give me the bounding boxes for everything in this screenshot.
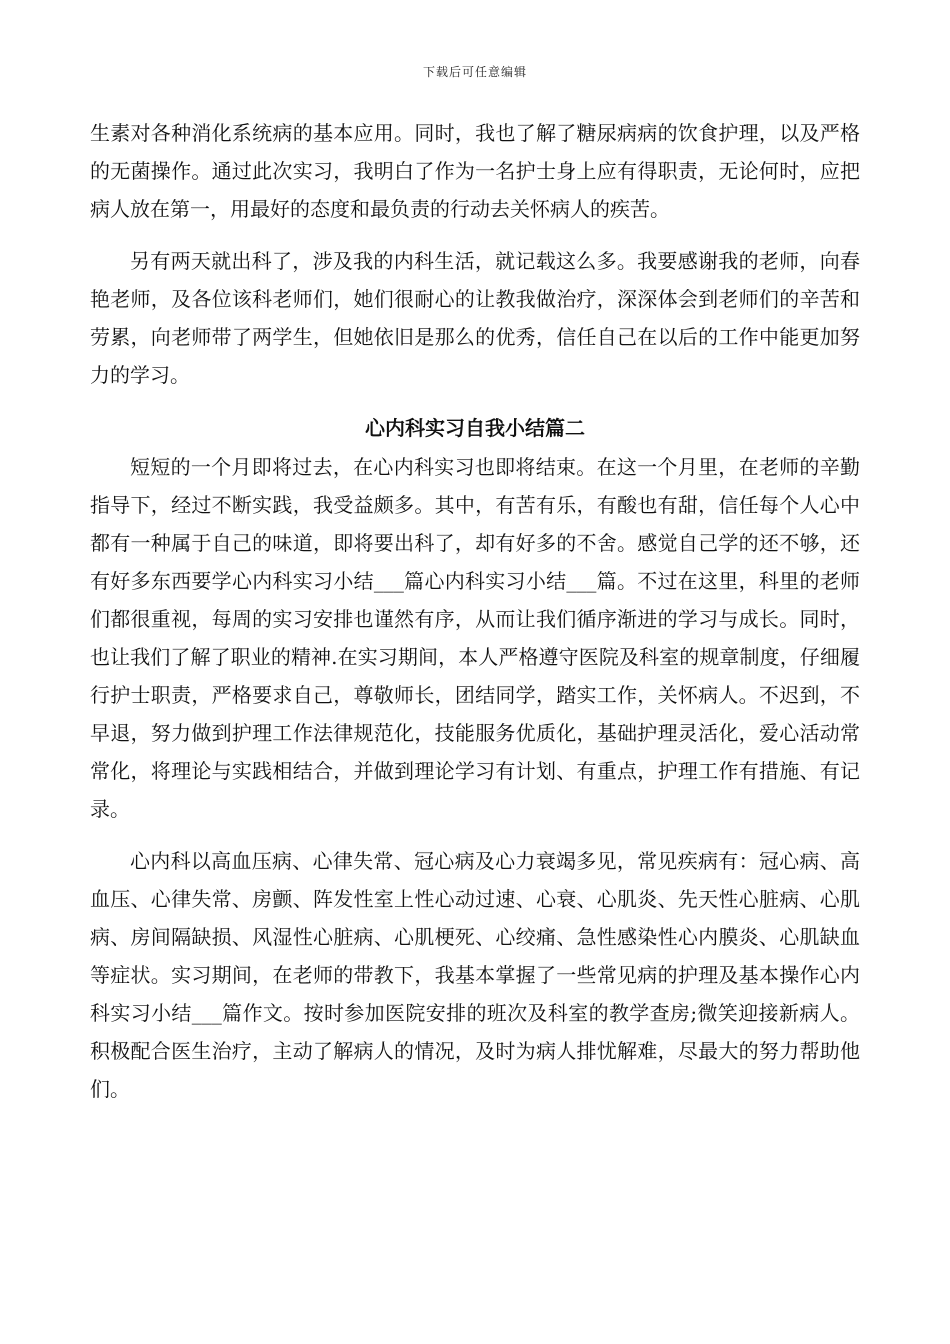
document-body bbox=[90, 114, 860, 1108]
paragraph-thanks: 另有两天就出科了，涉及我的内科生活，就记载这么多。我要感谢我的老师，向春艳老师，及各位该科老师们，她们很耐心的让教我做治疗，深深体会到老师们的辛苦和劳累，向老师带了两学生，但她依旧是那么的优秀，信任自己在以后的工作中能更加努力的学习。 bbox=[90, 249, 860, 387]
paragraph-diseases: 心内科以高血压病、心律失常、冠心病及心力衰竭多见，常见疾病有：冠心病、高血压、心律失常、房颤、阵发性室上性心动过速、心衰、心肌炎、先天性心脏病、心肌病、房间隔缺损、风湿性心脏病、心肌梗死、心绞痛、急性感染性心内膜炎、心肌缺血等症状。实习期间，在老师的带教下，我基本掌握了一些常见病的护理及基本操作心内科实习小结___篇作文。按时参加医院安排的班次及科室的教学查房;微笑迎接新病人。积极配合医生治疗，主动了解病人的情况，及时为病人排忧解难，尽最大的努力帮助他们。 bbox=[90, 849, 860, 1101]
paragraph-intro: 短短的一个月即将过去，在心内科实习也即将结束。在这一个月里，在老师的辛勤指导下，经过不断实践，我受益颇多。其中，有苦有乐，有酸也有甜，信任每个人心中都有一种属于自己的味道，即将要出科了，却有好多的不舍。感觉自己学的还不够，还有好多东西要学心内科实习小结___篇心内科实习小结___篇。不过在这里，科里的老师们都很重视，每周的实习安排也谨然有序，从而让我们循序渐进的学习与成长。同时，也让我们了解了职业的精神.在实习期间，本人严格遵守医院及科室的规章制度，仔细履行护士职责，严格要求自己，尊敬师长，团结同学，踏实工作，关怀病人。不迟到，不早退，努力做到护理工作法律规范化，技能服务优质化，基础护理灵活化，爱心活动常常化，将理论与实践相结合，并做到理论学习有计划、有重点，护理工作有措施、有记录。 bbox=[90, 455, 860, 821]
section-heading: 心内科实习自我小结篇二 bbox=[365, 416, 585, 440]
paragraph-continued: 生素对各种消化系统病的基本应用。同时，我也了解了糖尿病病的饮食护理，以及严格的无菌操作。通过此次实习，我明白了作为一名护士身上应有得职责，无论何时，应把病人放在第一，用最好的态度和最负责的行动去关怀病人的疾苦。 bbox=[90, 121, 860, 221]
page-header: 下载后可任意编辑 bbox=[422, 65, 527, 79]
